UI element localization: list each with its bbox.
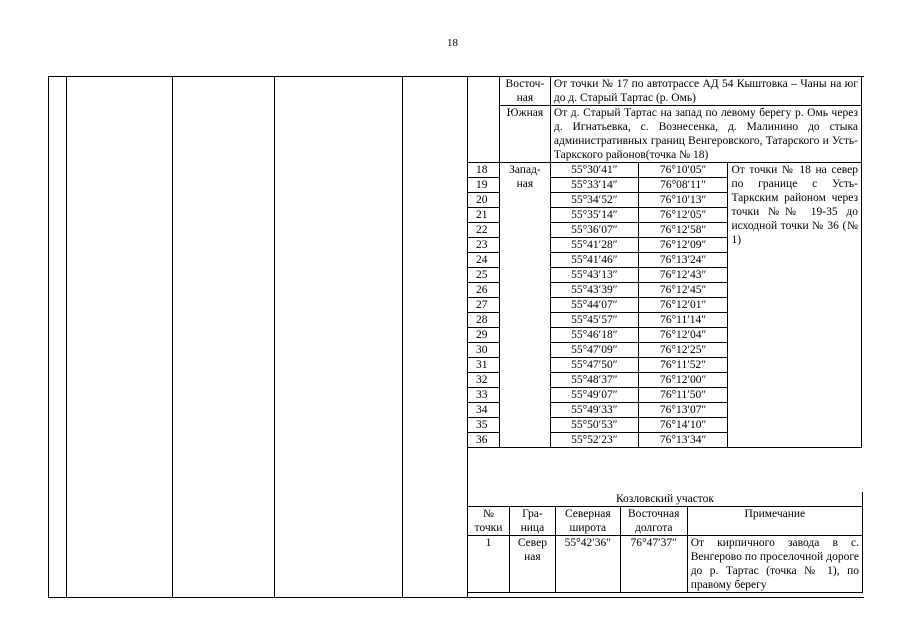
east-border-label: Восточ-ная [499, 77, 550, 106]
longitude: 76°10′13″ [638, 193, 728, 208]
latitude: 55°42′36″ [555, 536, 620, 593]
latitude: 55°46′18″ [550, 328, 638, 343]
point-number: 21 [468, 208, 500, 223]
latitude: 55°49′07″ [550, 388, 638, 403]
longitude: 76°12′09″ [638, 238, 728, 253]
latitude: 55°49′33″ [550, 403, 638, 418]
longitude: 76°13′34″ [638, 433, 728, 448]
point-number: 26 [468, 283, 500, 298]
latitude: 55°52′23″ [550, 433, 638, 448]
point-number: 33 [468, 388, 500, 403]
longitude: 76°11′52″ [638, 358, 728, 373]
header-longitude: Восточная долгота [620, 507, 687, 536]
longitude: 76°12′45″ [638, 283, 728, 298]
south-border-description: От д. Старый Тартас на запад по левому берегу р. Омь через д. Игнатьевка, с. Вознесенка, д. Малинино до стыка административных границ Венгеровского, Татарского и Усть-Таркского районов(точка № 18) [550, 106, 861, 163]
point-number: 27 [468, 298, 500, 313]
west-border-note: От точки № 18 на север по границе с Усть-Таркским районом через точки №№ 19-35 до исходной точки № 36 (№ 1) [728, 163, 862, 448]
longitude: 76°13′24″ [638, 253, 728, 268]
point-number: 20 [468, 193, 500, 208]
latitude: 55°47′09″ [550, 343, 638, 358]
longitude: 76°12′00″ [638, 373, 728, 388]
latitude: 55°41′46″ [550, 253, 638, 268]
latitude: 55°47′50″ [550, 358, 638, 373]
point-number: 25 [468, 268, 500, 283]
latitude: 55°50′53″ [550, 418, 638, 433]
longitude: 76°12′04″ [638, 328, 728, 343]
point-row [468, 163, 862, 178]
point-number: 19 [468, 178, 500, 193]
header-note: Примечание [687, 507, 862, 536]
latitude: 55°30′41″ [550, 163, 638, 178]
longitude: 76°12′01″ [638, 298, 728, 313]
latitude: 55°33′14″ [550, 178, 638, 193]
boundary-table-upper [467, 76, 862, 448]
latitude: 55°43′13″ [550, 268, 638, 283]
note-text: От кирпичного завода в с. Венгерово по проселочной дороге до р. Тартас (точка № 1), по правому берегу [687, 536, 862, 593]
longitude: 76°11′14″ [638, 313, 728, 328]
longitude: 76°12′58″ [638, 223, 728, 238]
header-border: Гра-ница [509, 507, 555, 536]
south-border-label: Южная [499, 106, 550, 163]
latitude: 55°44′07″ [550, 298, 638, 313]
point-number: 18 [468, 163, 500, 178]
point-number: 32 [468, 373, 500, 388]
latitude: 55°48′37″ [550, 373, 638, 388]
point-number: 28 [468, 313, 500, 328]
point-number: 34 [468, 403, 500, 418]
point-number: 31 [468, 358, 500, 373]
longitude: 76°12′25″ [638, 343, 728, 358]
latitude: 55°45′57″ [550, 313, 638, 328]
longitude: 76°10′05″ [638, 163, 728, 178]
header-latitude: Северная широта [555, 507, 620, 536]
latitude: 55°34′52″ [550, 193, 638, 208]
section-title: Козловский участок [468, 492, 863, 507]
point-number: 36 [468, 433, 500, 448]
longitude: 76°14′10″ [638, 418, 728, 433]
point-number: 30 [468, 343, 500, 358]
longitude: 76°12′05″ [638, 208, 728, 223]
latitude: 55°35′14″ [550, 208, 638, 223]
page-number: 18 [447, 37, 458, 49]
east-border-description: От точки № 17 по автотрассе АД 54 Кыштовка – Чаны на юг до д. Старый Тартас (р. Омь) [550, 77, 861, 106]
point-number: 24 [468, 253, 500, 268]
latitude: 55°43′39″ [550, 283, 638, 298]
header-point-number: № точки [468, 507, 510, 536]
longitude: 76°12′43″ [638, 268, 728, 283]
longitude: 76°11′50″ [638, 388, 728, 403]
point-number: 35 [468, 418, 500, 433]
border-side: Север ная [509, 536, 555, 593]
longitude: 76°08′11″ [638, 178, 728, 193]
point-number: 1 [468, 536, 510, 593]
latitude: 55°36′07″ [550, 223, 638, 238]
latitude: 55°41′28″ [550, 238, 638, 253]
longitude: 76°13′07″ [638, 403, 728, 418]
point-number: 22 [468, 223, 500, 238]
longitude: 76°47′37″ [620, 536, 687, 593]
kozlovsky-table [467, 492, 863, 593]
point-number: 23 [468, 238, 500, 253]
west-border-label: Запад-ная [499, 163, 550, 448]
point-number: 29 [468, 328, 500, 343]
